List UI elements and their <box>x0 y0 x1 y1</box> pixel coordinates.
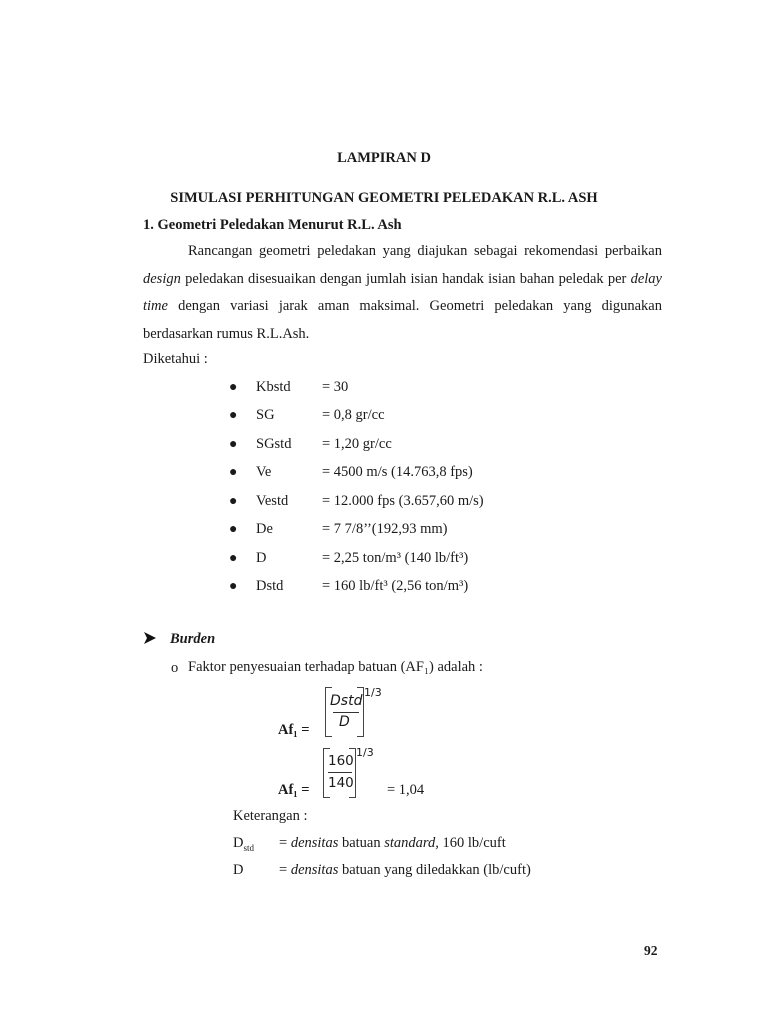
list-item <box>229 464 237 481</box>
fraction-denominator: D <box>339 714 350 730</box>
burden-title: Burden <box>170 631 216 647</box>
circle-bullet-icon: o <box>171 660 179 676</box>
bullet-icon: ● <box>229 522 238 537</box>
page-heading: LAMPIRAN D <box>337 150 431 166</box>
known-item-value: = 4500 m/s (14.763,8 fps) <box>322 464 473 480</box>
known-item-value: = 160 lb/ft³ (2,56 ton/m³) <box>322 578 469 594</box>
list-item <box>229 436 237 453</box>
formula-lhs: Af₁ = <box>278 782 310 798</box>
legend-description: = densitas batuan standard, 160 lb/cuft <box>279 835 506 851</box>
paragraph-part1: Rancangan geometri peledakan yang diajukan sebagai rekomendasi perbaikan <box>188 243 662 259</box>
bullet-icon: ● <box>229 408 238 423</box>
known-item-value: = 2,25 ton/m³ (140 lb/ft³) <box>322 550 469 566</box>
list-item <box>229 550 237 567</box>
paragraph-delay: delay time <box>143 270 662 314</box>
paragraph-part3: dengan variasi jarak aman maksimal. Geometri peledakan yang digunakan berdasarkan rumus R.L.Ash. <box>143 298 662 342</box>
legend-symbol: D <box>233 862 244 878</box>
bullet-icon: ● <box>229 551 238 566</box>
bullet-icon: ● <box>229 494 238 509</box>
intro-paragraph <box>143 238 662 348</box>
arrow-bullet-icon <box>143 631 157 650</box>
known-item-name: SGstd <box>256 436 292 452</box>
list-item <box>229 379 237 396</box>
legend-symbol: $D_{std}$ <box>233 835 254 853</box>
known-item-value: = 12.000 fps (3.657,60 m/s) <box>322 493 484 509</box>
bullet-icon: ● <box>229 380 238 395</box>
known-item-value: = 1,20 gr/cc <box>322 436 392 452</box>
known-item-name: D <box>256 550 267 566</box>
paragraph-design: design <box>143 270 181 287</box>
fraction-bar <box>333 712 359 713</box>
bullet-icon: ● <box>229 437 238 452</box>
known-item-value: = 0,8 gr/cc <box>322 407 385 423</box>
formula-result: = 1,04 <box>387 782 425 798</box>
list-item <box>229 407 237 424</box>
page-subheading: SIMULASI PERHITUNGAN GEOMETRI PELEDAKAN R.L. ASH <box>170 190 598 206</box>
paragraph-part2: peledakan disesuaikan dengan jumlah isian handak isian bahan peledak per <box>180 270 631 287</box>
factor-text: Faktor penyesuaian terhadap batuan (AF₁) adalah : <box>188 659 483 675</box>
page-number: 92 <box>644 943 658 958</box>
bullet-icon: ● <box>229 465 238 480</box>
exponent: 1/3 <box>356 746 374 759</box>
section-title: 1. Geometri Peledakan Menurut R.L. Ash <box>143 217 402 233</box>
known-item-name: Dstd <box>256 578 284 594</box>
fraction-numerator: Dstd <box>330 693 363 709</box>
known-item-value: = 7 7/8’’(192,93 mm) <box>322 521 448 537</box>
known-label: Diketahui : <box>143 351 208 367</box>
fraction-denominator: 140 <box>328 775 354 791</box>
list-item <box>229 578 237 595</box>
known-item-value: = 30 <box>322 379 349 395</box>
legend-description: = densitas batuan yang diledakkan (lb/cuft) <box>279 862 531 878</box>
known-item-name: SG <box>256 407 275 423</box>
formula-lhs: Af₁ = <box>278 722 310 738</box>
bullet-icon: ● <box>229 579 238 594</box>
fraction-numerator: 160 <box>328 753 354 769</box>
fraction-bar <box>328 772 352 773</box>
exponent: 1/3 <box>364 686 382 699</box>
list-item <box>229 521 237 538</box>
known-item-name: De <box>256 521 273 537</box>
known-item-name: Kbstd <box>256 379 291 395</box>
keterangan-label: Keterangan : <box>233 808 308 824</box>
known-item-name: Vestd <box>256 493 289 509</box>
list-item <box>229 493 237 510</box>
known-item-name: Ve <box>256 464 272 480</box>
